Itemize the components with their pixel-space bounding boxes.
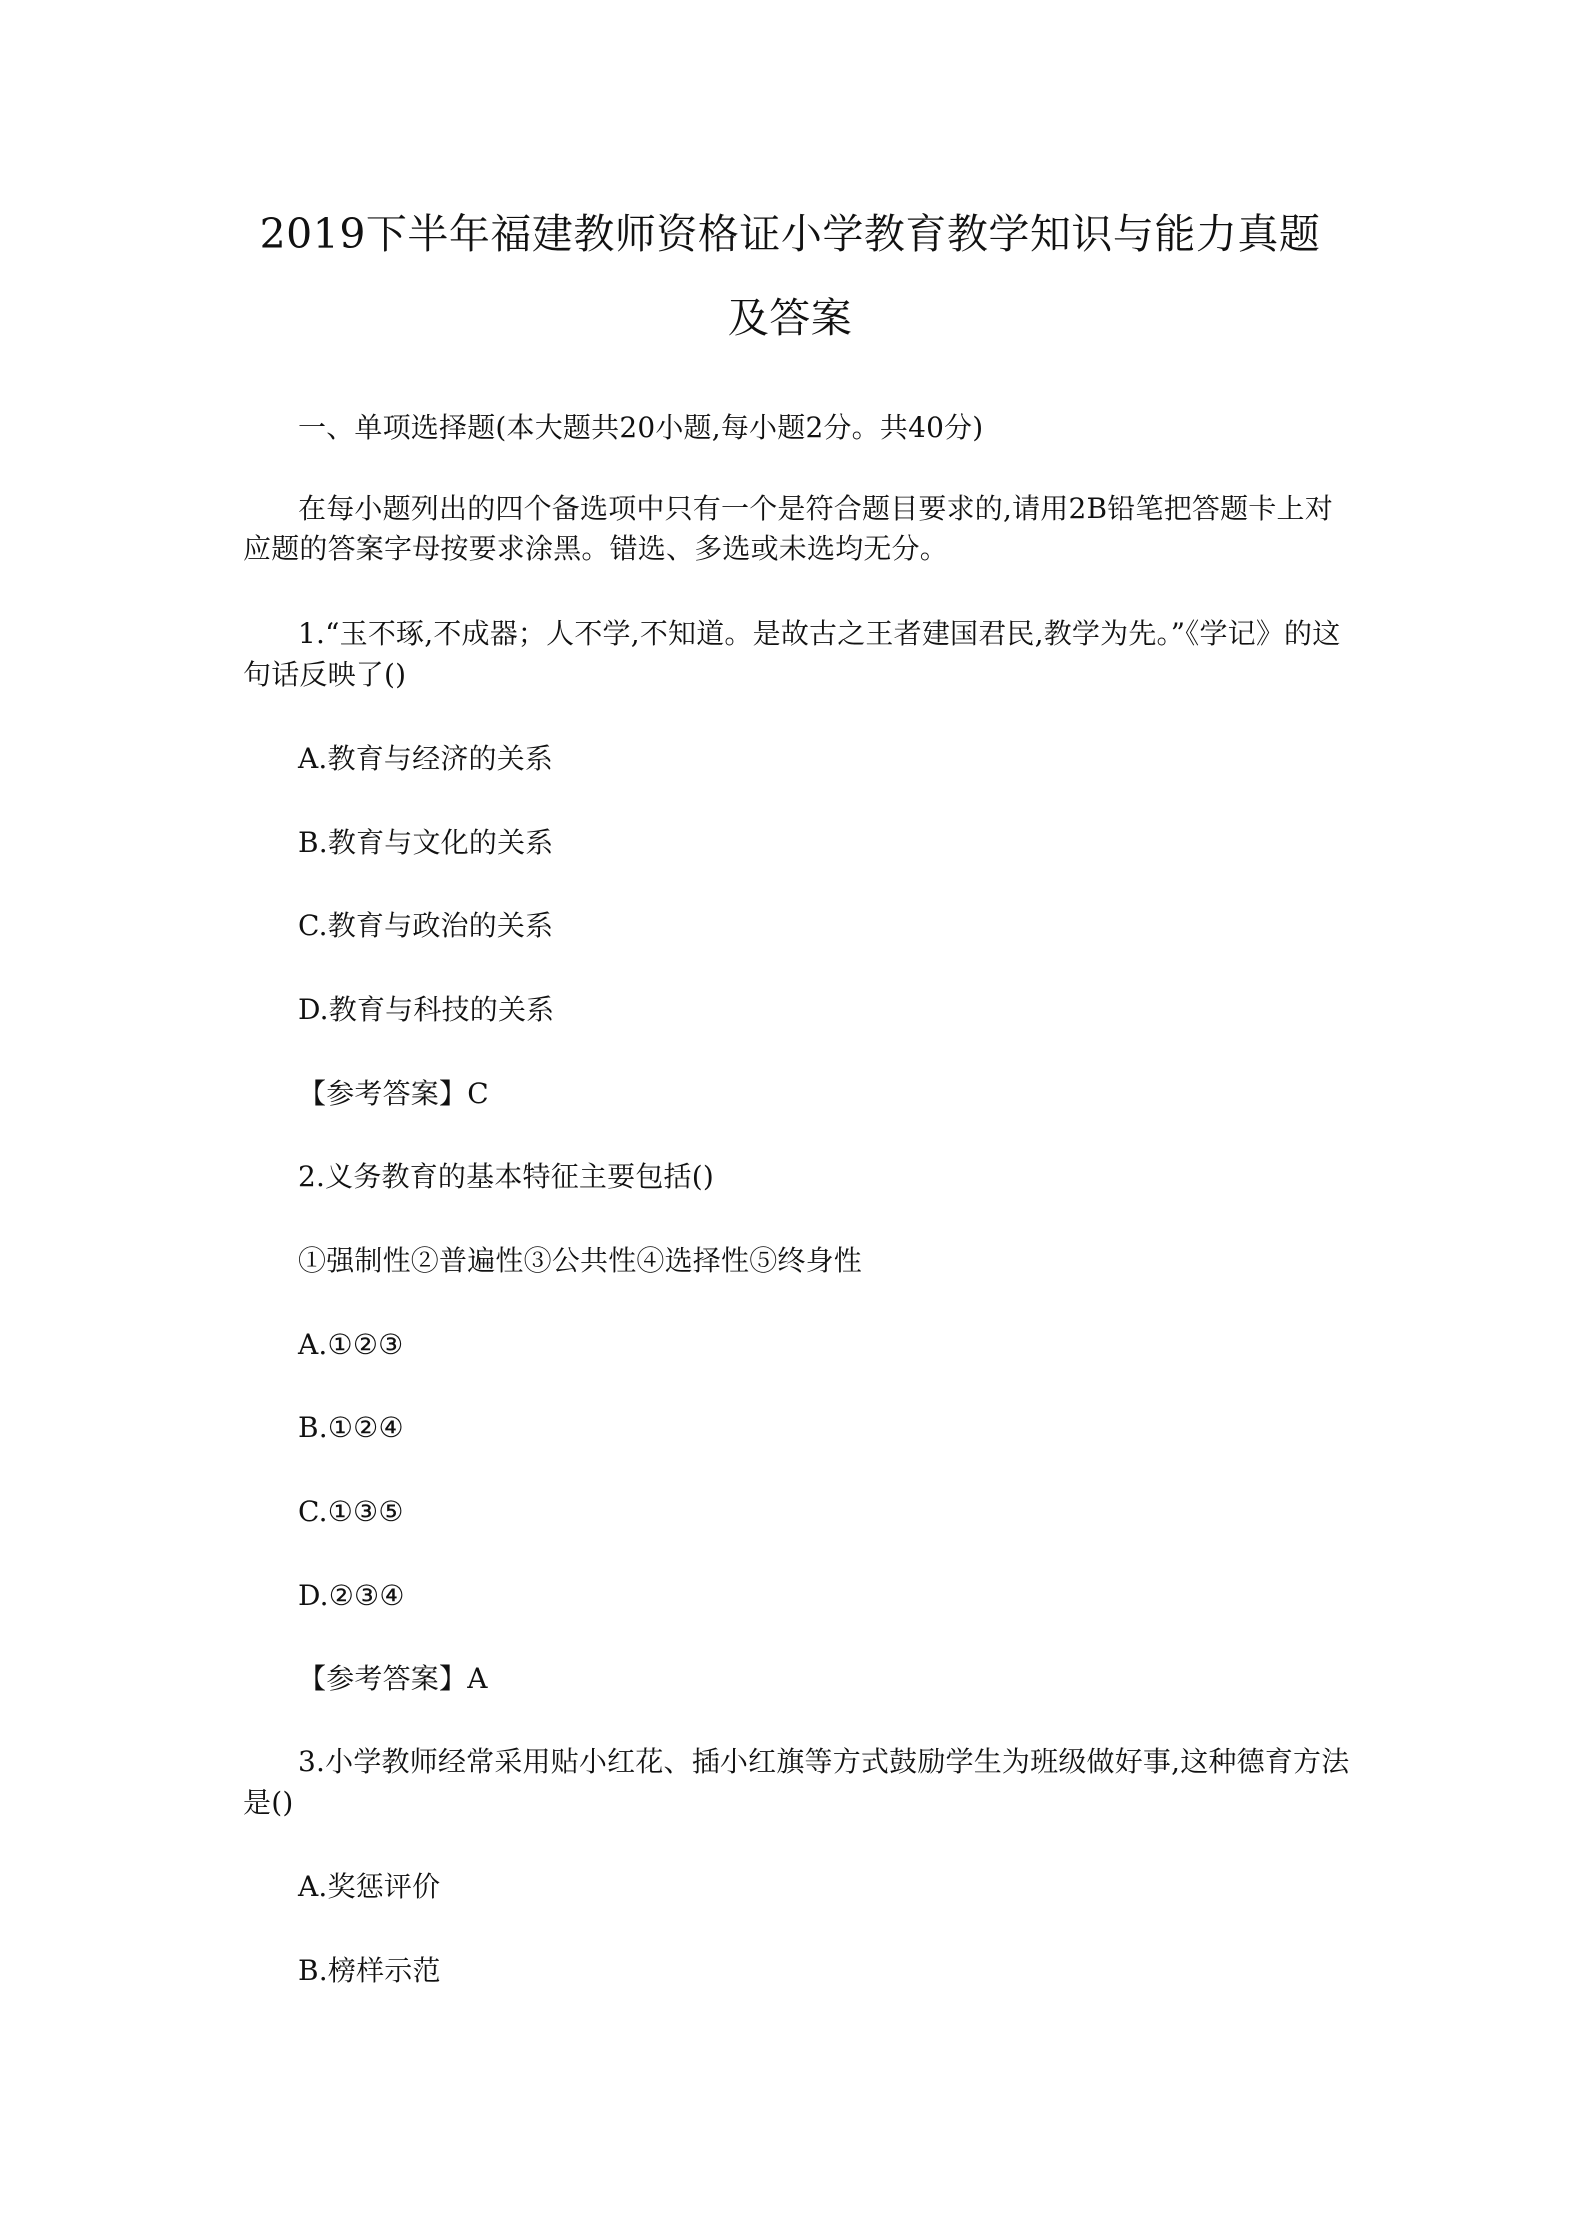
document-title: 2019下半年福建教师资格证小学教育教学知识与能力真题 [259, 210, 1321, 258]
question-1-stem: 1.“玉不琢,不成器；人不学,不知道。是故古之王者建国君民,教学为先。”《学记》的这 [298, 617, 1341, 650]
question-1-option-c: C.教育与政治的关系 [298, 909, 554, 942]
instructions-line: 应题的答案字母按要求涂黑。错选、多选或未选均无分。 [243, 532, 949, 565]
question-1-stem-continued: 句话反映了() [243, 658, 407, 691]
section-heading: 一、单项选择题(本大题共20小题,每小题2分。共40分) [298, 411, 984, 444]
question-2-option-c: C.①③⑤ [298, 1495, 404, 1528]
question-1-option-b: B.教育与文化的关系 [298, 826, 554, 859]
question-3-stem: 3.小学教师经常采用贴小红花、插小红旗等方式鼓励学生为班级做好事,这种德育方法 [298, 1745, 1350, 1778]
question-3-stem-continued: 是() [243, 1786, 294, 1819]
question-1-answer: 【参考答案】C [298, 1077, 489, 1110]
question-2-option-b: B.①②④ [298, 1411, 404, 1444]
question-2-stem: 2.义务教育的基本特征主要包括() [298, 1160, 714, 1193]
question-3-option-b: B.榜样示范 [298, 1954, 441, 1987]
question-1-option-a: A.教育与经济的关系 [298, 742, 554, 775]
question-2-option-d: D.②③④ [298, 1579, 405, 1612]
question-2-items: ①强制性②普遍性③公共性④选择性⑤终身性 [298, 1244, 863, 1277]
question-2-answer: 【参考答案】A [298, 1662, 488, 1695]
document-title-continued: 及答案 [727, 294, 853, 342]
question-3-option-a: A.奖惩评价 [298, 1870, 441, 1903]
question-2-option-a: A.①②③ [298, 1328, 404, 1361]
instructions-line: 在每小题列出的四个备选项中只有一个是符合题目要求的,请用2B铅笔把答题卡上对 [298, 492, 1333, 525]
question-1-option-d: D.教育与科技的关系 [298, 993, 555, 1026]
